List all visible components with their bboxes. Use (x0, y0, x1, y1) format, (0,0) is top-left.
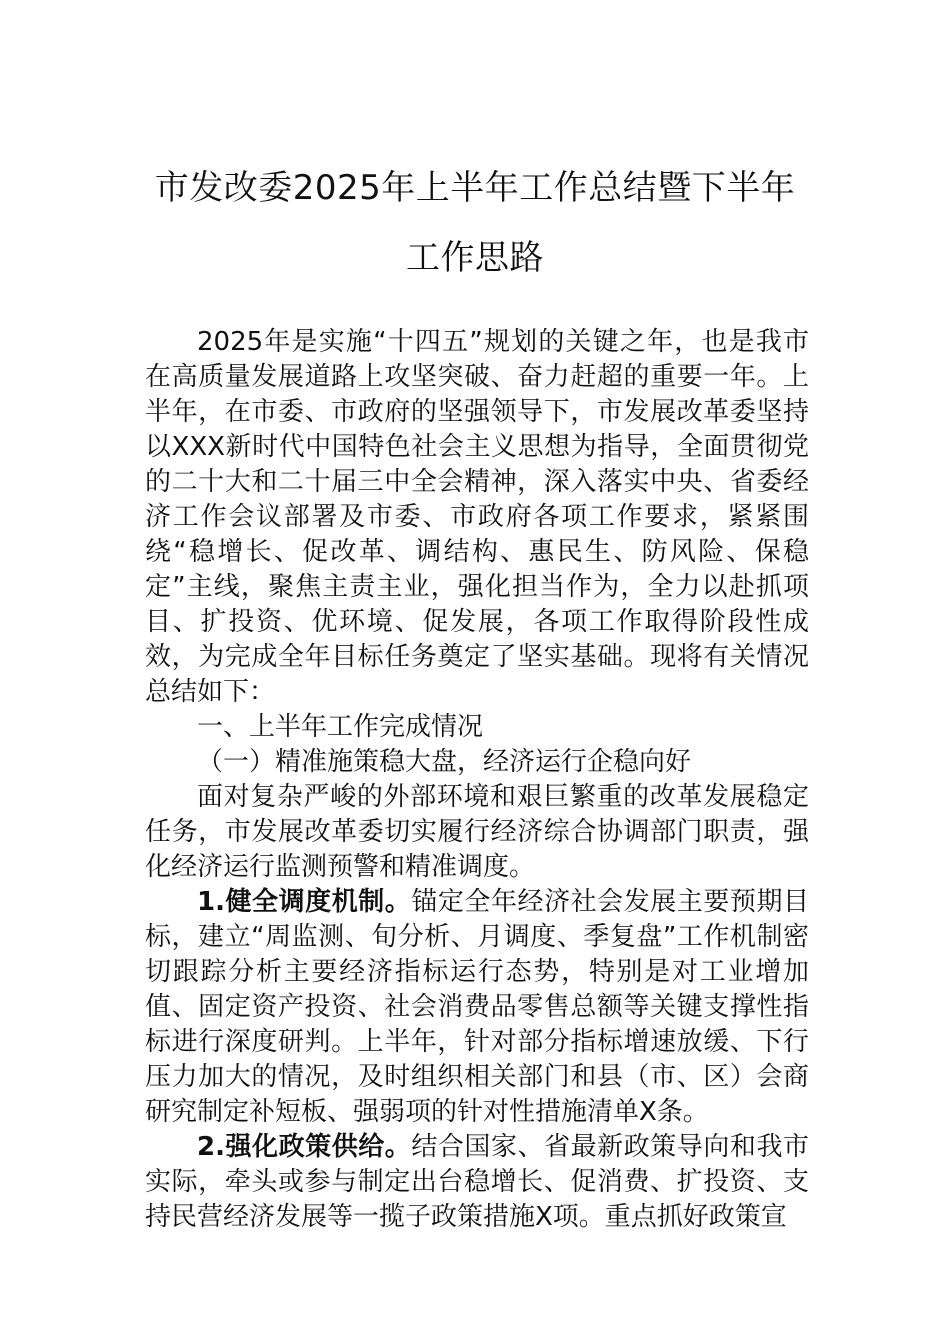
item-paragraph-2 (145, 1130, 809, 1235)
subsection-heading: （一）精准施策稳大盘，经济运行企稳向好 (197, 747, 692, 777)
item-lead-2: 2.强化政策供给。 (197, 1132, 412, 1162)
item-text-2: 结合国家、省最新政策导向和我市实际，牵头或参与制定出台稳增长、促消费、扩投资、支持民营经济发展等一揽子政策措施X项。重点抓好政策宣 (145, 1132, 809, 1232)
document-title-line1: 市发改委2025年上半年工作总结暨下半年 (154, 168, 796, 208)
subsection-paragraph: 面对复杂严峻的外部环境和艰巨繁重的改革发展稳定任务，市发展改革委切实履行经济综合协调部门职责，强化经济运行监测预警和精准调度。 (145, 782, 809, 882)
item-paragraph-1 (145, 885, 809, 1130)
document-title-line2: 工作思路 (406, 238, 544, 278)
item-lead-1: 1.健全调度机制。 (197, 887, 412, 917)
item-text-1: 锚定全年经济社会发展主要预期目标，建立“周监测、旬分析、月调度、季复盘”工作机制密切跟踪分析主要经济指标运行态势，特别是对工业增加值、固定资产投资、社会消费品零售总额等关键支撑性指标进行深度研判。上半年，针对部分指标增速放缓、下行压力加大的情况，及时组织相关部门和县（市、区）会商研究制定补短板、强弱项的针对性措施清单X条。 (145, 887, 809, 1127)
intro-paragraph: 2025年是实施“十四五”规划的关键之年，也是我市在高质量发展道路上攻坚突破、奋力赶超的重要一年。上半年，在市委、市政府的坚强领导下，市发展改革委坚持以XXX新时代中国特色社会主义思想为指导，全面贯彻党的二十大和二十届三中全会精神，深入落实中央、省委经济工作会议部署及市委、市政府各项工作要求，紧紧围绕“稳增长、促改革、调结构、惠民生、防风险、保稳定”主线，聚焦主责主业，强化担当作为，全力以赴抓项目、扩投资、优环境、促发展，各项工作取得阶段性成效，为完成全年目标任务奠定了坚实基础。现将有关情况总结如下： (145, 327, 809, 707)
document-body (145, 325, 809, 1235)
section-heading: 一、上半年工作完成情况 (197, 712, 484, 742)
